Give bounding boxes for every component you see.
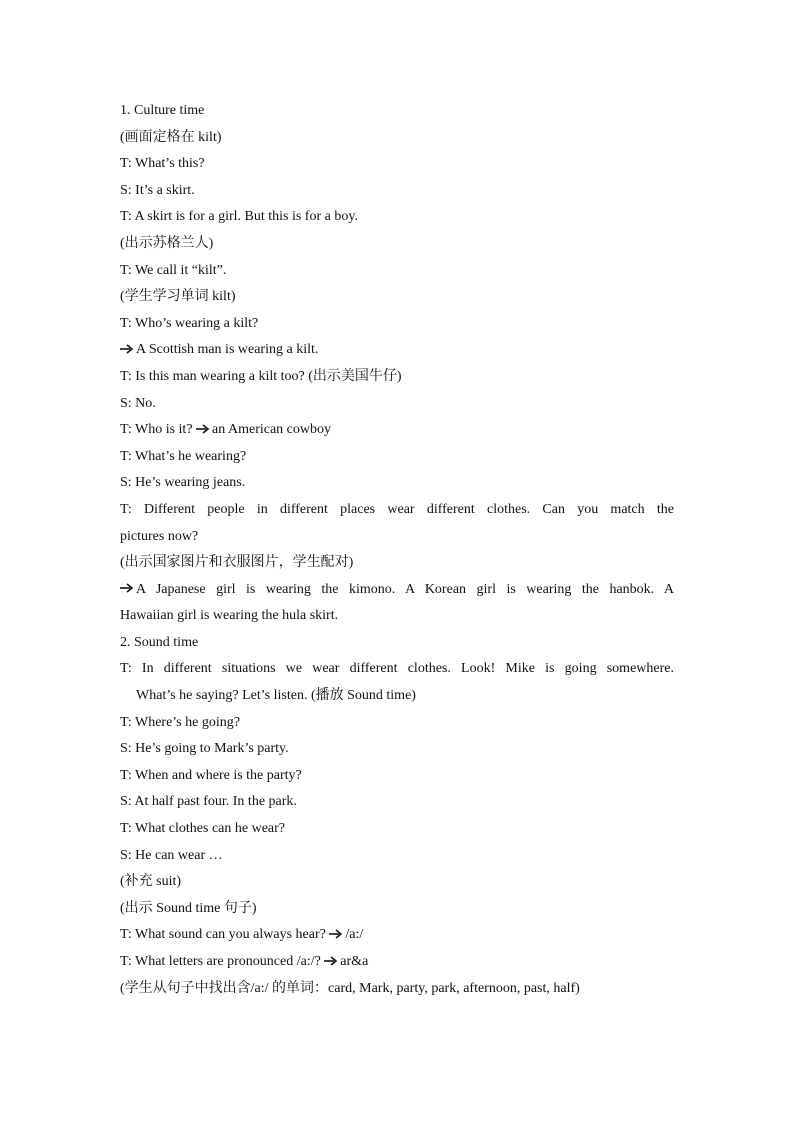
question-text: T: What letters are pronounced /a:/? bbox=[120, 954, 321, 969]
dialogue-line-continued: pictures now? bbox=[120, 528, 199, 544]
dialogue-line: S: He can wear … bbox=[120, 847, 223, 863]
section-heading-culture-time: 1. Culture time bbox=[120, 103, 205, 118]
document-body bbox=[120, 98, 674, 1002]
stage-direction: (出示国家图片和衣服图片，学生配对) bbox=[120, 555, 354, 571]
dialogue-line: T: Different people in different places wear different clothes. Can you match the bbox=[120, 501, 674, 517]
question-text: T: What sound can you always hear? bbox=[120, 927, 326, 943]
dialogue-line: T: What’s he wearing? bbox=[120, 448, 247, 464]
dialogue-line: T: In different situations we wear different clothes. Look! Mike is going somewhere. bbox=[120, 661, 674, 677]
arrow-right-icon bbox=[196, 424, 210, 434]
dialogue-line: T: We call it “kilt”. bbox=[120, 262, 227, 278]
section-heading-sound-time: 2. Sound time bbox=[120, 634, 199, 650]
stage-direction: (画面定格在 kilt) bbox=[120, 129, 222, 145]
dialogue-line: T: Where’s he going? bbox=[120, 714, 240, 730]
dialogue-line: T: When and where is the party? bbox=[120, 767, 302, 783]
answer-text: ar&a bbox=[340, 954, 369, 969]
arrow-right-icon bbox=[120, 344, 134, 354]
dialogue-line bbox=[120, 949, 674, 976]
dialogue-line bbox=[120, 417, 674, 444]
dialogue-line: S: He’s wearing jeans. bbox=[120, 475, 246, 491]
answer-text: /a:/ bbox=[345, 927, 364, 943]
arrow-right-icon bbox=[324, 956, 338, 966]
dialogue-line: T: What’s this? bbox=[120, 156, 205, 172]
dialogue-line: T: What clothes can he wear? bbox=[120, 821, 286, 837]
question-text: T: Who is it? bbox=[120, 422, 193, 438]
stage-direction: (学生学习单词 kilt) bbox=[120, 289, 236, 305]
stage-direction: (学生从句子中找出含/a:/ 的单词：card, Mark, party, park, afternoon, past, half) bbox=[120, 980, 580, 996]
dialogue-line: S: It’s a skirt. bbox=[120, 182, 195, 198]
dialogue-line-continued: What’s he saying? Let’s listen. (播放 Sound time) bbox=[136, 688, 416, 704]
dialogue-line: S: At half past four. In the park. bbox=[120, 794, 297, 810]
answer-line bbox=[120, 577, 674, 604]
stage-direction: (出示苏格兰人) bbox=[120, 235, 214, 251]
dialogue-line: S: He’s going to Mark’s party. bbox=[120, 741, 289, 757]
answer-line bbox=[120, 337, 674, 364]
dialogue-line: S: No. bbox=[120, 395, 156, 411]
answer-text: an American cowboy bbox=[212, 422, 332, 438]
arrow-right-icon bbox=[120, 583, 134, 593]
dialogue-line: T: A skirt is for a girl. But this is for a boy. bbox=[120, 209, 358, 225]
answer-text: A Japanese girl is wearing the kimono. A Korean girl is wearing the hanbok. A bbox=[136, 581, 674, 597]
dialogue-line: T: Is this man wearing a kilt too? (出示美国牛仔) bbox=[120, 368, 402, 384]
dialogue-line: T: Who’s wearing a kilt? bbox=[120, 315, 259, 331]
answer-line-continued: Hawaiian girl is wearing the hula skirt. bbox=[120, 608, 339, 624]
stage-direction: (补充 suit) bbox=[120, 874, 182, 890]
stage-direction: (出示 Sound time 句子) bbox=[120, 900, 257, 916]
arrow-right-icon bbox=[329, 929, 343, 939]
dialogue-line bbox=[120, 922, 674, 949]
answer-text: A Scottish man is wearing a kilt. bbox=[136, 342, 319, 358]
